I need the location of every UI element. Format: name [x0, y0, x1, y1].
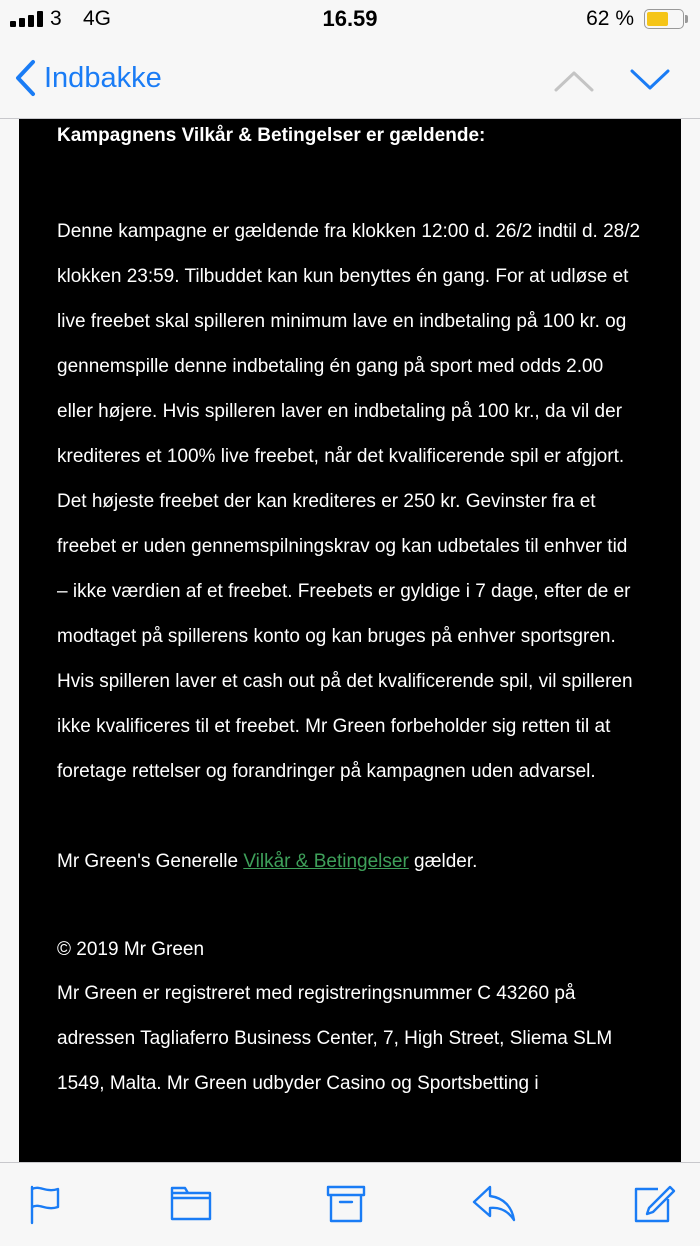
general-terms-link[interactable]: Vilkår & Betingelser	[243, 851, 409, 872]
registration-text: Mr Green er registreret med registreringsnummer C 43260 på adressen Tagliaferro Business Center, 7, High Street, Sliema SLM 1549, Malta. Mr Green udbyder Casino og Sportsbetting i	[57, 983, 613, 1094]
folder-icon	[168, 1181, 212, 1225]
next-message-button[interactable]	[626, 60, 674, 100]
network-type: 4G	[83, 7, 112, 30]
general-terms-prefix: Mr Green's Generelle	[57, 851, 244, 872]
bottom-toolbar	[0, 1162, 700, 1246]
move-to-folder-button[interactable]	[168, 1181, 212, 1225]
compose-button[interactable]	[632, 1181, 676, 1225]
archive-button[interactable]	[324, 1181, 368, 1225]
battery-percentage: 62 %	[586, 7, 634, 30]
email-content	[19, 119, 681, 1106]
chevron-up-icon	[550, 60, 598, 100]
carrier-name: 3	[50, 7, 62, 30]
email-body[interactable]	[19, 119, 681, 1162]
flag-icon	[24, 1181, 68, 1225]
chevron-left-icon	[14, 59, 36, 97]
previous-message-button[interactable]	[550, 60, 598, 100]
archive-icon	[324, 1181, 368, 1225]
flag-button[interactable]	[24, 1181, 68, 1225]
compose-icon	[632, 1181, 676, 1225]
back-button-label: Indbakke	[44, 61, 162, 94]
copyright-text: © 2019 Mr Green	[57, 939, 205, 960]
chevron-down-icon	[626, 60, 674, 100]
general-terms-suffix: gælder.	[408, 851, 478, 872]
back-to-inbox-button[interactable]	[14, 54, 162, 102]
status-bar	[0, 0, 700, 40]
status-time: 16.59	[322, 6, 378, 31]
terms-heading: Kampagnens Vilkår & Betingelser er gældende:	[57, 125, 486, 146]
terms-paragraph: Denne kampagne er gældende fra klokken 12:00 d. 26/2 indtil d. 28/2 klokken 23:59. Tilbuddet kan kun benyttes én gang. For at udløse et live freebet skal spilleren minimum lave en indbetaling på 100 kr. og gennemspille denne indbetaling én gang på sport med odds 2.00 eller højere. Hvis spilleren laver en indbetaling på 100 kr., da vil der krediteres et 100% live freebet, når det kvalificerende spil er afgjort. Det højeste freebet der kan krediteres er 250 kr. Gevinster fra et freebet er uden gennemspilningskrav og kan udbetales til enhver tid – ikke værdien af et freebet. Freebets er gyldige i 7 dage, efter de er modtaget på spillerens konto og kan bruges på enhver sportsgren. Hvis spilleren laver et cash out på det kvalificerende spil, vil spilleren ikke kvalificeres til et freebet. Mr Green forbeholder sig retten til at foretage rettelser og forandringer på kampagnen uden advarsel.	[57, 221, 641, 782]
navigation-bar	[0, 40, 700, 119]
general-terms-line	[57, 839, 641, 884]
reply-button[interactable]	[470, 1181, 514, 1225]
battery-icon	[644, 9, 690, 31]
reply-icon	[470, 1181, 518, 1225]
